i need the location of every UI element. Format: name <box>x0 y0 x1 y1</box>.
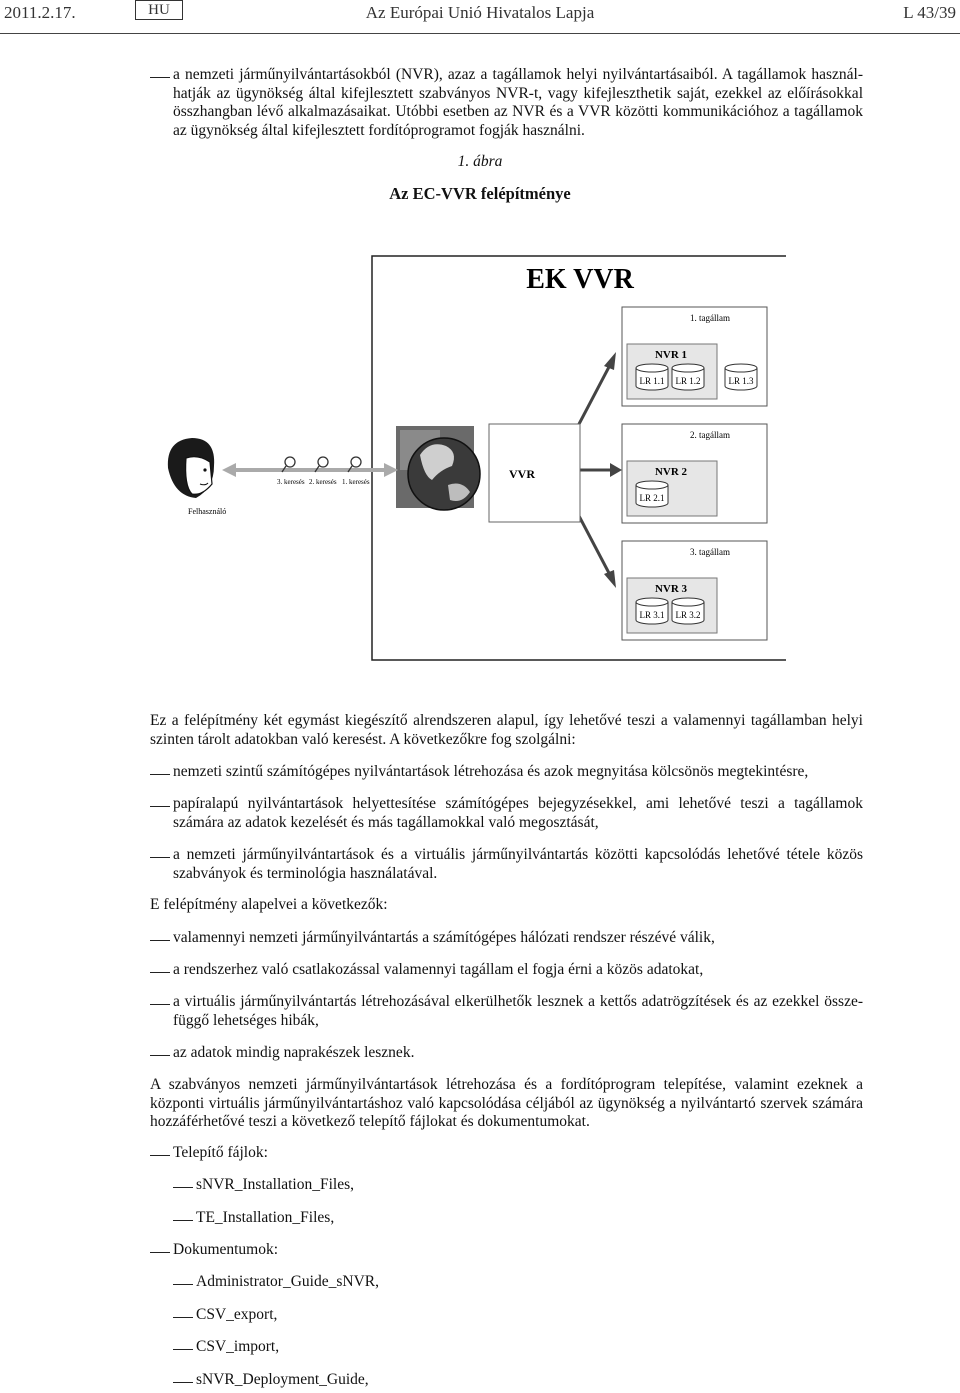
text-line: A szabványos nemzeti járműnyilvántartások létrehozása és a fordítóprogram telepítése, valamint ezeknek a <box>150 1076 863 1093</box>
bullet-dash <box>150 972 170 973</box>
text-line: az adatok mindig naprakészek lesznek. <box>173 1044 415 1061</box>
nvr-label: NVR 3 <box>654 583 688 595</box>
text-line: a nemzeti járműnyilvántartásokból (NVR), azaz a tagállamok helyi nyilvántartásaiból. A tagállamok használ- <box>173 66 863 83</box>
lr-label: LR 2.1 <box>639 493 665 503</box>
text-line: számára az adatok kezelését és más tagállamokkal való megosztását, <box>173 813 599 831</box>
figure-number: 1. ábra <box>457 153 503 170</box>
list-item: TE_Installation_Files, <box>196 1209 335 1226</box>
vvr-label: VVR <box>509 467 535 481</box>
globe-icon <box>396 426 480 510</box>
lr-label: LR 1.2 <box>675 376 701 386</box>
text-line: szinten tárolt adatokban való keresést. A következőkre fog szolgálni: <box>150 730 576 748</box>
publication-date: 2011.2.17. <box>4 3 76 22</box>
query-label: 3. keresés <box>277 478 305 486</box>
query-arrow-left-head <box>222 463 236 477</box>
arrow-head-2 <box>610 463 622 477</box>
bullet-dash <box>150 1055 170 1056</box>
list-item: sNVR_Installation_Files, <box>196 1176 355 1193</box>
text-line: függő lehetséges hibák, <box>173 1011 319 1029</box>
text-line: valamennyi nemzeti járműnyilvántartás a számítógépes hálózati rendszer részévé válik, <box>173 929 715 946</box>
bullet-dash <box>173 1220 193 1221</box>
bullet-dash <box>150 857 170 858</box>
bullet-dash <box>150 1004 170 1005</box>
text-line: papíralapú nyilvántartások helyettesítése számítógépes bejegyzésekkel, ami lehetővé teszi a tagállamok <box>173 795 863 812</box>
text-line: hozzáférhetővé teszi a következő telepítő fájlokat és dokumentumokat. <box>150 1113 590 1130</box>
bullet-dash <box>150 774 170 775</box>
list-item: Dokumentumok: <box>173 1241 279 1258</box>
query-label: 2. keresés <box>309 478 337 486</box>
bullet-dash <box>173 1187 193 1188</box>
text-line: hatják az ügynökség által kifejlesztett szabványos NVR-t, vagy kifejleszthetik saját, ezekkel az előírásokkal <box>173 84 863 102</box>
lr-label: LR 3.1 <box>639 610 665 620</box>
list-item <box>173 993 863 1030</box>
list-item: CSV_export, <box>196 1306 278 1323</box>
lr-label: LR 1.3 <box>728 376 754 386</box>
user-avatar-icon <box>168 438 214 498</box>
text-line: összhangban lévő alkalmazásaikat. Utóbbi esetben az NVR és a VVR közötti kommunikációhoz a tagállamok <box>173 103 863 120</box>
query-label: 1. keresés <box>342 478 370 486</box>
list-item <box>173 961 863 980</box>
journal-title: Az Európai Unió Hivatalos Lapja <box>365 3 595 22</box>
arrow-head-3 <box>604 570 616 588</box>
text-line: a rendszerhez való csatlakozással valamennyi tagállam el fogja érni a közös adatokat, <box>173 961 704 978</box>
bullet-dash <box>173 1284 193 1285</box>
state-label: 3. tagállam <box>690 547 730 557</box>
bullet-dash <box>150 1252 170 1253</box>
text-line: Ez a felépítmény két egymást kiegészítő alrendszeren alapul, így lehetővé teszi a valamennyi tagállamban helyi <box>150 712 863 729</box>
text-line: a nemzeti járműnyilvántartások és a virtuális járműnyilvántartás közötti kapcsolódás lehetővé tétele közös <box>173 846 863 863</box>
bullet-dash <box>173 1382 193 1383</box>
text-line: szabványok és terminológia használatával. <box>173 864 438 882</box>
text-line: az ügynökség által kifejlesztett fordítóprogramot fogják használni. <box>173 121 585 139</box>
arrow-head-1 <box>604 352 616 370</box>
list-item <box>173 763 863 782</box>
text-line: nemzeti szintű számítógépes nyilvántartások létrehozása és azok megnyitása kölcsönös megtekintésre, <box>173 763 809 780</box>
nvr-label: NVR 2 <box>654 466 688 478</box>
lr-label: LR 3.2 <box>675 610 701 620</box>
ek-vvr-label: EK VVR <box>526 264 634 295</box>
body-paragraph: E felépítmény alapelvei a következők: <box>150 896 388 913</box>
bullet-dash <box>173 1349 193 1350</box>
bullet-dash <box>150 940 170 941</box>
language-badge: HU <box>135 0 183 20</box>
bullet-dash <box>150 1155 170 1156</box>
list-item: Telepítő fájlok: <box>173 1144 268 1161</box>
body-paragraph <box>150 1076 863 1132</box>
lr-label: LR 1.1 <box>639 376 665 386</box>
figure-title: Az EC-VVR felépítménye <box>389 184 571 203</box>
text-line: a virtuális járműnyilvántartás létrehozásával elkerülhetők lesznek a kettős adatrögzítések és az ezekkel össze- <box>173 993 863 1010</box>
text-line: központi virtuális járműnyilvántartáshoz való kapcsolódása céljából az ügynökség a nyilvántartó szervek számára <box>150 1094 863 1112</box>
list-item <box>173 1044 863 1063</box>
bullet-dash <box>173 1317 193 1318</box>
page-number: L 43/39 <box>903 3 956 22</box>
list-item <box>173 929 863 948</box>
list-item <box>173 795 863 832</box>
state-label: 2. tagállam <box>690 430 730 440</box>
list-item: Administrator_Guide_sNVR, <box>196 1273 379 1290</box>
body-paragraph <box>150 712 863 749</box>
member-state-1 <box>622 307 767 406</box>
list-item: CSV_import, <box>196 1338 280 1355</box>
nvr-label: NVR 1 <box>654 349 688 361</box>
member-state-3 <box>622 541 767 640</box>
list-item <box>173 846 863 883</box>
query-arrow-right-head <box>384 463 398 477</box>
state-label: 1. tagállam <box>690 313 730 323</box>
bullet-dash <box>150 806 170 807</box>
user-label: Felhasználó <box>188 507 227 516</box>
list-item: sNVR_Deployment_Guide, <box>196 1371 369 1388</box>
member-state-2 <box>622 424 767 523</box>
